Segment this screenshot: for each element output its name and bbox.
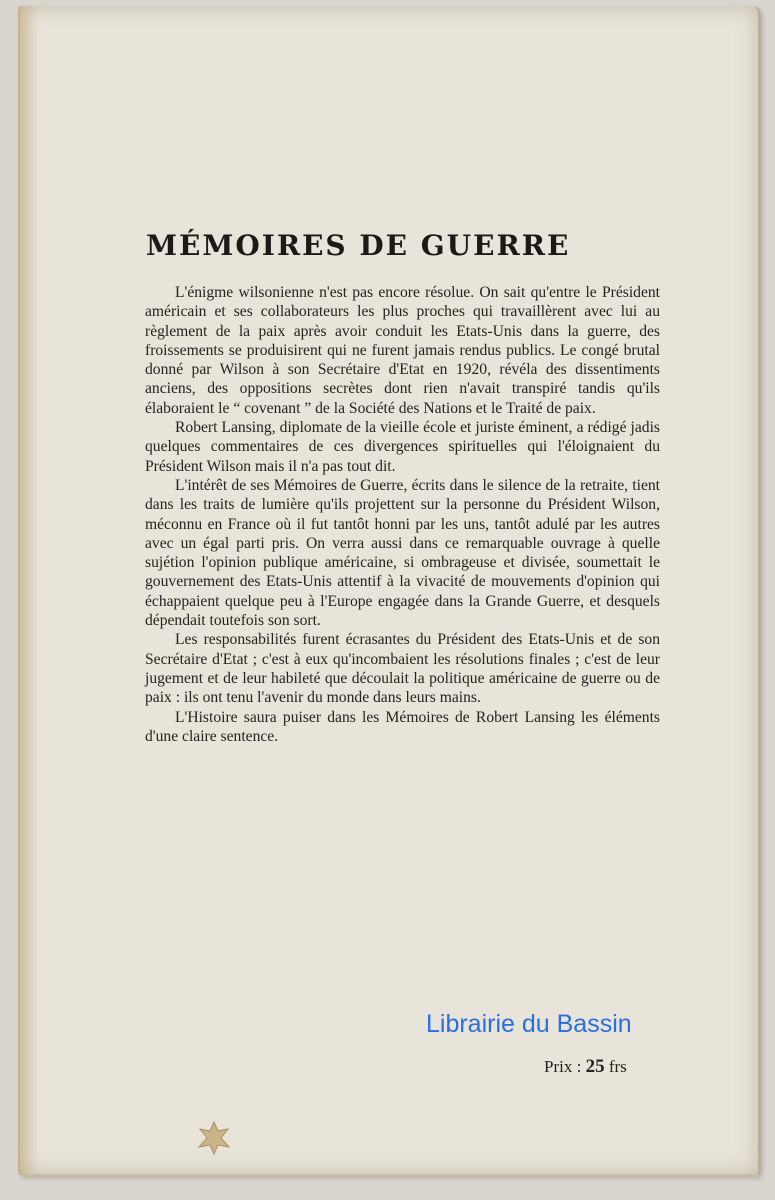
price-unit: frs bbox=[608, 1057, 627, 1076]
blurb-paragraph-5: L'Histoire saura puiser dans les Mémoires de Robert Lansing les éléments d'une claire sentence. bbox=[145, 708, 660, 745]
paper-edge-stain bbox=[18, 6, 38, 1174]
blurb-text bbox=[145, 283, 660, 746]
bookseller-watermark: Librairie du Bassin bbox=[426, 1010, 632, 1038]
blurb-paragraph-3: L'intérêt de ses Mémoires de Guerre, écrits dans le silence de la retraite, tient dans les traits de lumière qu'ils projettent sur la personne du Président Wilson, méconnu en France où il fut tantôt honni par les uns, tantôt adulé par les autres avec un égal parti pris. On verra aussi dans ce remarquable ouvrage à quelle sujétion l'opinion publique américaine, si ombrageuse et divisée, soumettait le gouvernement des Etats-Unis attentif à la vivacité de mouvements d'opinion qui échappaient quelque peu à l'Europe engagée dans la Grande Guerre, et desquels dépendait toutefois son sort. bbox=[145, 476, 660, 630]
price-amount: 25 bbox=[585, 1056, 605, 1077]
price-label: Prix : bbox=[544, 1057, 582, 1076]
price-line bbox=[544, 1056, 627, 1078]
blurb-paragraph-2: Robert Lansing, diplomate de la vieille école et juriste éminent, a rédigé jadis quelques commentaires de ces divergences spirituelles qui l'éloignaient du Président Wilson mais il n'a pas tout dit. bbox=[145, 419, 660, 475]
paper-tear-damage bbox=[197, 1120, 231, 1156]
blurb-paragraph-4: Les responsabilités furent écrasantes du Président des Etats-Unis et de son Secrétaire d'Etat ; c'est à eux qu'incombaient les résolutions finales ; c'est de leur jugement et de leur habileté que découlait la politique américaine de guerre ou de paix : ils ont tenu l'avenir du monde dans leurs mains. bbox=[145, 631, 660, 707]
blurb-paragraph-1: L'énigme wilsonienne n'est pas encore résolue. On sait qu'entre le Président américain et ses collaborateurs les plus proches qui travaillèrent avec lui au règlement de la paix après avoir conduit les Etats-Unis dans la guerre, des froissements se produisirent qui ne furent jamais rendus publics. Le congé brutal donné par Wilson à son Secrétaire d'Etat en 1920, révéla des dissentiments anciens, des oppositions secrètes dont rien n'avait transpiré tandis qu'ils élaboraient le “ covenant ” de la Société des Nations et le Traité de paix. bbox=[145, 284, 660, 417]
book-title: MÉMOIRES DE GUERRE bbox=[146, 229, 571, 262]
